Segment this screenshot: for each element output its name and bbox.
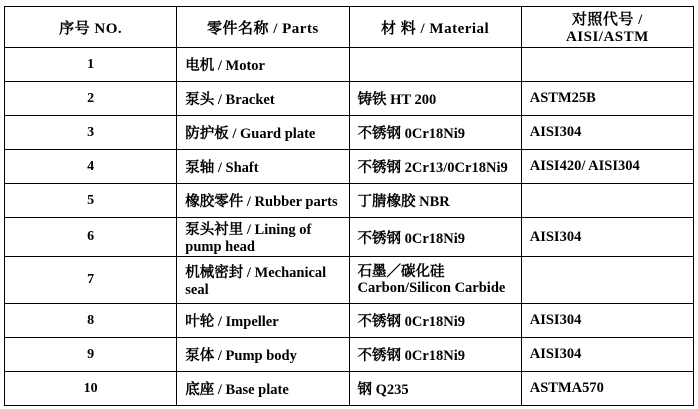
- column-header-no: 序号 NO.: [5, 7, 177, 48]
- cell-part: 泵体 / Pump body: [177, 338, 349, 372]
- cell-no: 7: [5, 257, 177, 304]
- table-row: [5, 372, 694, 406]
- cell-aisi: AISI304: [521, 338, 693, 372]
- cell-aisi: AISI304: [521, 304, 693, 338]
- cell-aisi: AISI304: [521, 116, 693, 150]
- cell-material: 丁腈橡胶 NBR: [349, 184, 521, 218]
- column-header-parts: 零件名称 / Parts: [177, 7, 349, 48]
- cell-aisi: [521, 184, 693, 218]
- cell-no: 6: [5, 218, 177, 257]
- cell-part: 叶轮 / Impeller: [177, 304, 349, 338]
- cell-material: [349, 48, 521, 82]
- column-header-aisi-astm: 对照代号 / AISI/ASTM: [521, 7, 693, 48]
- cell-no: 5: [5, 184, 177, 218]
- cell-part: 泵轴 / Shaft: [177, 150, 349, 184]
- cell-aisi: ASTM25B: [521, 82, 693, 116]
- cell-material: 铸铁 HT 200: [349, 82, 521, 116]
- table-row: [5, 338, 694, 372]
- cell-part: 电机 / Motor: [177, 48, 349, 82]
- cell-material-line1: 石墨／碳化硅: [357, 263, 445, 280]
- table-body: [5, 48, 694, 406]
- cell-no: 9: [5, 338, 177, 372]
- cell-aisi: [521, 48, 693, 82]
- cell-material: 不锈钢 0Cr18Ni9: [349, 338, 521, 372]
- cell-aisi: AISI304: [521, 218, 693, 257]
- table-row: [5, 82, 694, 116]
- cell-part: 泵头 / Bracket: [177, 82, 349, 116]
- cell-part: 防护板 / Guard plate: [177, 116, 349, 150]
- table-header: [5, 7, 694, 48]
- table-row: [5, 184, 694, 218]
- table-row: [5, 218, 694, 257]
- cell-part: 底座 / Base plate: [177, 372, 349, 406]
- table-row: [5, 150, 694, 184]
- cell-material: 不锈钢 0Cr18Ni9: [349, 304, 521, 338]
- cell-part: 机械密封 / Mechanical seal: [177, 257, 349, 304]
- cell-material: 不锈钢 0Cr18Ni9: [349, 218, 521, 257]
- cell-aisi: AISI420/ AISI304: [521, 150, 693, 184]
- cell-no: 10: [5, 372, 177, 406]
- cell-part: 泵头衬里 / Lining of pump head: [177, 218, 349, 257]
- cell-no: 8: [5, 304, 177, 338]
- cell-material-line2: Carbon/Silicon Carbide: [357, 280, 506, 296]
- cell-material: 不锈钢 2Cr13/0Cr18Ni9: [349, 150, 521, 184]
- cell-material: 不锈钢 0Cr18Ni9: [349, 116, 521, 150]
- table-row: [5, 304, 694, 338]
- cell-aisi: ASTMA570: [521, 372, 693, 406]
- cell-material: 钢 Q235: [349, 372, 521, 406]
- table-row: [5, 116, 694, 150]
- cell-no: 1: [5, 48, 177, 82]
- cell-no: 3: [5, 116, 177, 150]
- table-row: [5, 48, 694, 82]
- cell-no: 4: [5, 150, 177, 184]
- table-row: [5, 257, 694, 304]
- cell-no: 2: [5, 82, 177, 116]
- column-header-material: 材 料 / Material: [349, 7, 521, 48]
- table-header-row: [5, 7, 694, 48]
- table: [4, 6, 694, 406]
- cell-material: [349, 257, 521, 304]
- cell-aisi: [521, 257, 693, 304]
- cell-part: 橡胶零件 / Rubber parts: [177, 184, 349, 218]
